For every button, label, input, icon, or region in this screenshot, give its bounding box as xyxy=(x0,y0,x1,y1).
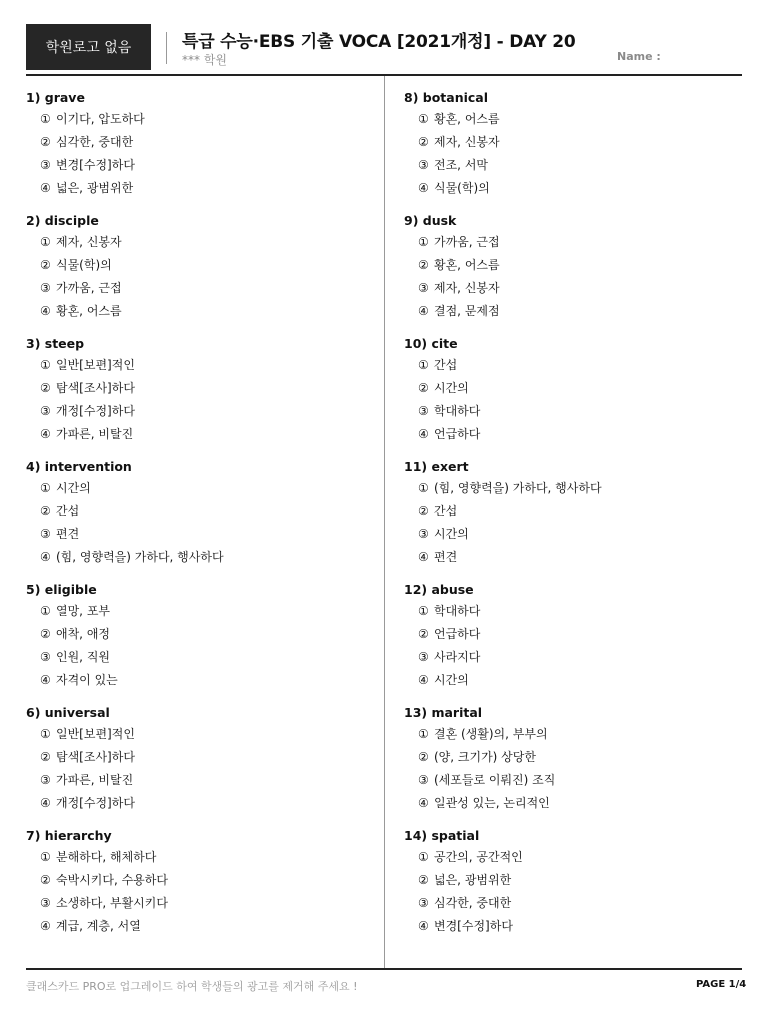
question-word: 14) spatial xyxy=(404,828,480,843)
worksheet-title: 특급 수능·EBS 기출 VOCA [2021개정] - DAY 20 xyxy=(182,32,576,52)
question-word: 2) disciple xyxy=(26,213,99,228)
answer-option xyxy=(404,917,744,940)
option-number: ② xyxy=(40,504,51,518)
answer-option xyxy=(26,256,366,279)
option-number: ① xyxy=(418,358,429,372)
question xyxy=(26,213,366,336)
option-text: 간섭 xyxy=(56,504,80,518)
answer-option xyxy=(404,748,744,771)
question-word: 8) botanical xyxy=(404,90,489,105)
question-word: 7) hierarchy xyxy=(26,828,112,843)
worksheet-header xyxy=(0,0,768,78)
page-number: PAGE 1/4 xyxy=(696,979,747,990)
option-text: 식물(학)의 xyxy=(56,258,112,272)
question-word: 12) abuse xyxy=(404,582,474,597)
option-text: 가파른, 비탈진 xyxy=(56,773,134,787)
option-text: 학대하다 xyxy=(434,604,481,618)
answer-option xyxy=(26,402,366,425)
right-question-column xyxy=(404,90,744,951)
question-word: 6) universal xyxy=(26,705,110,720)
question xyxy=(404,459,744,582)
option-text: 제자, 신봉자 xyxy=(434,281,500,295)
option-text: (양, 크기가) 상당한 xyxy=(434,750,536,764)
answer-option xyxy=(404,279,744,302)
answer-option xyxy=(26,279,366,302)
question xyxy=(26,336,366,459)
question-word: 1) grave xyxy=(26,90,85,105)
option-number: ④ xyxy=(418,427,429,441)
answer-option xyxy=(26,671,366,694)
option-text: 황혼, 어스름 xyxy=(434,112,500,126)
option-text: 분해하다, 해체하다 xyxy=(56,850,157,864)
academy-logo-placeholder: 학원로고 없음 xyxy=(26,24,151,70)
answer-option xyxy=(26,110,366,133)
answer-option xyxy=(404,525,744,548)
question-word: 3) steep xyxy=(26,336,85,351)
answer-option xyxy=(26,356,366,379)
answer-option xyxy=(404,302,744,325)
option-text: 황혼, 어스름 xyxy=(434,258,500,272)
option-text: 시간의 xyxy=(434,673,469,687)
option-number: ② xyxy=(40,258,51,272)
option-text: 계급, 계층, 서열 xyxy=(56,919,141,933)
answer-option xyxy=(26,894,366,917)
option-number: ③ xyxy=(418,773,429,787)
option-text: 제자, 신봉자 xyxy=(56,235,122,249)
option-number: ② xyxy=(418,258,429,272)
answer-option xyxy=(404,502,744,525)
option-number: ④ xyxy=(40,427,51,441)
option-text: 일반[보편]적인 xyxy=(56,727,135,741)
option-text: 넓은, 광범위한 xyxy=(434,873,512,887)
option-number: ① xyxy=(40,235,51,249)
question xyxy=(26,828,366,951)
option-text: 전조, 서막 xyxy=(434,158,488,172)
answer-option xyxy=(404,402,744,425)
option-number: ① xyxy=(418,727,429,741)
option-text: 심각한, 중대한 xyxy=(56,135,134,149)
option-number: ① xyxy=(418,850,429,864)
answer-option xyxy=(404,256,744,279)
option-number: ④ xyxy=(40,796,51,810)
option-number: ④ xyxy=(40,304,51,318)
header-divider xyxy=(166,32,167,64)
answer-option xyxy=(26,748,366,771)
option-number: ① xyxy=(418,604,429,618)
answer-option xyxy=(26,425,366,448)
question xyxy=(404,90,744,213)
option-number: ① xyxy=(418,112,429,126)
option-number: ③ xyxy=(40,281,51,295)
answer-option xyxy=(404,871,744,894)
question xyxy=(26,90,366,213)
question xyxy=(404,705,744,828)
option-text: 사라지다 xyxy=(434,650,481,664)
option-number: ③ xyxy=(40,773,51,787)
option-text: 언급하다 xyxy=(434,627,481,641)
option-number: ③ xyxy=(40,527,51,541)
answer-option xyxy=(404,379,744,402)
question-word: 4) intervention xyxy=(26,459,132,474)
option-text: 제자, 신봉자 xyxy=(434,135,500,149)
option-text: 시간의 xyxy=(434,381,469,395)
option-number: ③ xyxy=(40,650,51,664)
answer-option xyxy=(26,771,366,794)
answer-option xyxy=(404,356,744,379)
option-number: ④ xyxy=(418,181,429,195)
answer-option xyxy=(404,648,744,671)
footer-rule xyxy=(26,968,742,970)
answer-option xyxy=(404,794,744,817)
option-number: ② xyxy=(418,873,429,887)
option-number: ① xyxy=(40,604,51,618)
option-number: ③ xyxy=(40,404,51,418)
option-text: 황혼, 어스름 xyxy=(56,304,122,318)
option-number: ③ xyxy=(418,158,429,172)
question-word: 9) dusk xyxy=(404,213,457,228)
question-word: 5) eligible xyxy=(26,582,97,597)
option-text: 이기다, 압도하다 xyxy=(56,112,145,126)
answer-option xyxy=(26,725,366,748)
question-word: 10) cite xyxy=(404,336,458,351)
option-number: ① xyxy=(40,358,51,372)
answer-option xyxy=(26,602,366,625)
question-word: 11) exert xyxy=(404,459,469,474)
option-number: ② xyxy=(40,627,51,641)
option-number: ① xyxy=(40,727,51,741)
option-number: ④ xyxy=(418,673,429,687)
answer-option xyxy=(26,871,366,894)
option-text: 일반[보편]적인 xyxy=(56,358,135,372)
option-number: ③ xyxy=(418,281,429,295)
option-text: 시간의 xyxy=(434,527,469,541)
option-text: 탐색[조사]하다 xyxy=(56,750,135,764)
option-text: (힘, 영향력을) 가하다, 행사하다 xyxy=(56,550,224,564)
option-number: ② xyxy=(418,504,429,518)
option-number: ④ xyxy=(418,304,429,318)
question xyxy=(404,213,744,336)
option-text: 일관성 있는, 논리적인 xyxy=(434,796,550,810)
option-text: 개정[수정]하다 xyxy=(56,404,135,418)
question xyxy=(26,705,366,828)
answer-option xyxy=(26,917,366,940)
option-text: 학대하다 xyxy=(434,404,481,418)
option-text: (세포들로 이뤄진) 조직 xyxy=(434,773,556,787)
question xyxy=(26,582,366,705)
answer-option xyxy=(404,156,744,179)
option-text: 애착, 애정 xyxy=(56,627,110,641)
option-text: 변경[수정]하다 xyxy=(56,158,135,172)
option-text: 숙박시키다, 수용하다 xyxy=(56,873,168,887)
answer-option xyxy=(26,548,366,571)
option-number: ① xyxy=(40,850,51,864)
answer-option xyxy=(26,525,366,548)
option-number: ② xyxy=(418,750,429,764)
option-number: ④ xyxy=(40,919,51,933)
option-number: ③ xyxy=(418,896,429,910)
answer-option xyxy=(26,302,366,325)
question-word: 13) marital xyxy=(404,705,483,720)
option-text: 시간의 xyxy=(56,481,91,495)
academy-name: *** 학원 xyxy=(182,53,227,67)
option-number: ③ xyxy=(40,896,51,910)
option-number: ② xyxy=(40,873,51,887)
answer-option xyxy=(404,771,744,794)
option-text: 편견 xyxy=(434,550,458,564)
option-number: ④ xyxy=(40,550,51,564)
answer-option xyxy=(404,625,744,648)
option-text: 탐색[조사]하다 xyxy=(56,381,135,395)
answer-option xyxy=(26,502,366,525)
option-text: 자격이 있는 xyxy=(56,673,118,687)
option-number: ④ xyxy=(40,181,51,195)
option-number: ④ xyxy=(418,919,429,933)
answer-option xyxy=(404,725,744,748)
option-number: ① xyxy=(418,481,429,495)
answer-option xyxy=(404,894,744,917)
option-text: 소생하다, 부활시키다 xyxy=(56,896,168,910)
option-text: 편견 xyxy=(56,527,80,541)
left-question-column xyxy=(26,90,366,951)
option-text: 공간의, 공간적인 xyxy=(434,850,523,864)
option-text: 결혼 (생활)의, 부부의 xyxy=(434,727,548,741)
option-number: ③ xyxy=(40,158,51,172)
answer-option xyxy=(26,179,366,202)
option-text: 간섭 xyxy=(434,504,458,518)
option-text: 심각한, 중대한 xyxy=(434,896,512,910)
answer-option xyxy=(26,848,366,871)
option-text: 인원, 직원 xyxy=(56,650,110,664)
column-divider xyxy=(384,76,385,968)
answer-option xyxy=(404,110,744,133)
option-text: 넓은, 광범위한 xyxy=(56,181,134,195)
option-text: 가까움, 근접 xyxy=(56,281,122,295)
option-number: ② xyxy=(418,381,429,395)
answer-option xyxy=(26,625,366,648)
option-text: 열망, 포부 xyxy=(56,604,110,618)
option-number: ② xyxy=(40,135,51,149)
option-number: ② xyxy=(418,135,429,149)
answer-option xyxy=(404,602,744,625)
answer-option xyxy=(404,848,744,871)
name-label: Name : xyxy=(617,50,661,63)
answer-option xyxy=(26,648,366,671)
option-text: 변경[수정]하다 xyxy=(434,919,513,933)
option-number: ② xyxy=(40,381,51,395)
answer-option xyxy=(26,479,366,502)
option-number: ① xyxy=(418,235,429,249)
answer-option xyxy=(26,156,366,179)
question xyxy=(26,459,366,582)
option-number: ③ xyxy=(418,650,429,664)
answer-option xyxy=(404,133,744,156)
answer-option xyxy=(26,133,366,156)
option-number: ④ xyxy=(418,550,429,564)
option-text: 가파른, 비탈진 xyxy=(56,427,134,441)
question xyxy=(404,336,744,459)
option-number: ② xyxy=(40,750,51,764)
option-text: (힘, 영향력을) 가하다, 행사하다 xyxy=(434,481,602,495)
option-number: ② xyxy=(418,627,429,641)
option-number: ④ xyxy=(40,673,51,687)
option-text: 결점, 문제점 xyxy=(434,304,500,318)
option-number: ③ xyxy=(418,527,429,541)
answer-option xyxy=(26,379,366,402)
answer-option xyxy=(404,425,744,448)
option-number: ① xyxy=(40,112,51,126)
answer-option xyxy=(26,794,366,817)
option-text: 식물(학)의 xyxy=(434,181,490,195)
option-text: 간섭 xyxy=(434,358,458,372)
option-text: 언급하다 xyxy=(434,427,481,441)
option-number: ④ xyxy=(418,796,429,810)
answer-option xyxy=(404,671,744,694)
option-number: ① xyxy=(40,481,51,495)
answer-option xyxy=(404,179,744,202)
answer-option xyxy=(26,233,366,256)
question xyxy=(404,828,744,951)
answer-option xyxy=(404,548,744,571)
option-text: 가까움, 근접 xyxy=(434,235,500,249)
answer-option xyxy=(404,479,744,502)
option-number: ③ xyxy=(418,404,429,418)
option-text: 개정[수정]하다 xyxy=(56,796,135,810)
answer-option xyxy=(404,233,744,256)
upgrade-notice: 클래스카드 PRO로 업그레이드 하여 학생들의 광고를 제거해 주세요 ! xyxy=(26,980,358,993)
question xyxy=(404,582,744,705)
